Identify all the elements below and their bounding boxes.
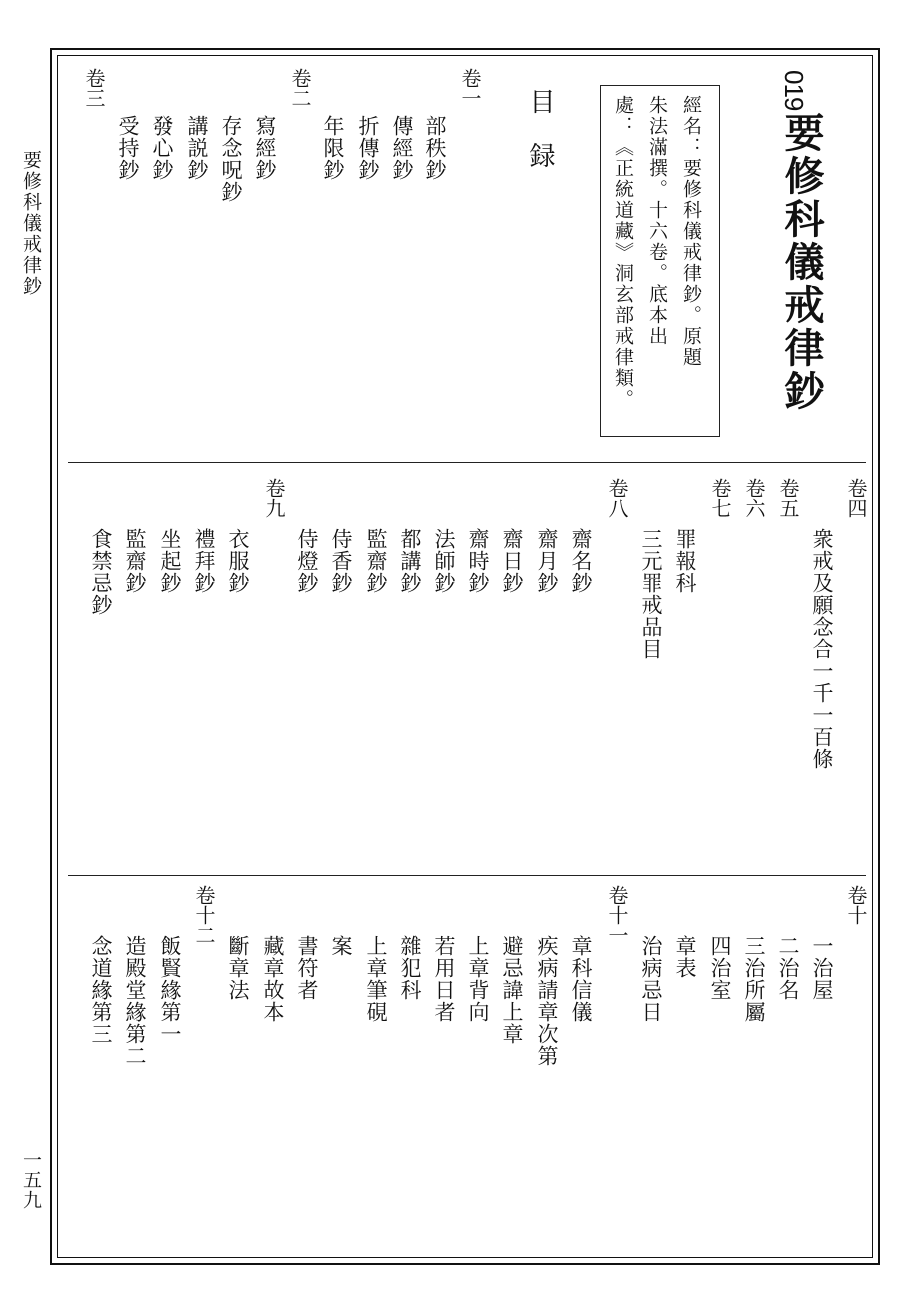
toc-item: 疾病請章次第 — [535, 935, 559, 1067]
toc-item: 藏章故本 — [261, 935, 285, 1023]
toc-heading: 目録 — [525, 88, 555, 196]
inner-frame — [57, 55, 873, 1258]
toc-item: 發心鈔 — [150, 115, 174, 181]
toc-item: 二治名 — [776, 935, 800, 1001]
toc-item: 治病忌日 — [639, 935, 663, 1023]
toc-item: 三元罪戒品目 — [639, 528, 663, 660]
toc-item: 書符者 — [295, 935, 319, 1001]
toc-item: 飯賢緣第一 — [158, 935, 182, 1045]
section-divider-2 — [68, 875, 866, 876]
toc-item: 存念呪鈔 — [219, 115, 243, 203]
toc-item: 年限鈔 — [321, 115, 345, 181]
text-title: 要修科儀戒律鈔 — [778, 112, 824, 413]
toc-item: 四治室 — [708, 935, 732, 1001]
toc-item: 案 — [329, 935, 353, 957]
toc-item: 侍燈鈔 — [295, 528, 319, 594]
toc-item: 章表 — [673, 935, 697, 979]
toc-item: 傳經鈔 — [390, 115, 414, 181]
page-number: 一五九 — [20, 1150, 42, 1210]
toc-item: 罪報科 — [673, 528, 697, 594]
toc-item: 齋時鈔 — [466, 528, 490, 594]
toc-item: 齋月鈔 — [535, 528, 559, 594]
toc-item: 侍香鈔 — [329, 528, 353, 594]
info-line-2: 朱法滿撰。十六卷。底本出 — [646, 95, 668, 347]
juan-label-10: 卷十 — [844, 885, 868, 925]
juan-label-4: 卷四 — [844, 478, 868, 518]
toc-item: 部秩鈔 — [423, 115, 447, 181]
toc-item: 寫經鈔 — [253, 115, 277, 181]
juan-label-7: 卷七 — [708, 478, 732, 518]
toc-item: 折傳鈔 — [356, 115, 380, 181]
toc-item: 避忌諱上章 — [500, 935, 524, 1045]
toc-item: 法師鈔 — [432, 528, 456, 594]
toc-item: 念道緣第三 — [89, 935, 113, 1045]
toc-item: 雜犯科 — [398, 935, 422, 1001]
juan-label-1: 卷一 — [458, 68, 482, 108]
juan-label-11: 卷十一 — [605, 885, 629, 945]
toc-item: 一治屋 — [810, 935, 834, 1001]
toc-item: 造殿堂緣第二 — [123, 935, 147, 1067]
toc-item: 講説鈔 — [185, 115, 209, 181]
toc-item: 上章筆硯 — [364, 935, 388, 1023]
toc-item: 齋日鈔 — [500, 528, 524, 594]
margin-book-title: 要修科儀戒律鈔 — [20, 150, 42, 297]
toc-item: 上章背向 — [466, 935, 490, 1023]
juan-label-6: 卷六 — [742, 478, 766, 518]
juan-label-9: 卷九 — [262, 478, 286, 518]
toc-item: 衆戒及願念合一千一百條 — [810, 528, 834, 770]
section-divider-1 — [68, 462, 866, 463]
juan-label-12: 卷十二 — [192, 885, 216, 945]
info-line-3: 處：《正統道藏》洞玄部戒律類。 — [612, 95, 634, 410]
juan-label-8: 卷八 — [605, 478, 629, 518]
info-line-1: 經名：要修科儀戒律鈔。原題 — [680, 95, 702, 368]
toc-item: 都講鈔 — [398, 528, 422, 594]
toc-item: 坐起鈔 — [158, 528, 182, 594]
toc-item: 受持鈔 — [116, 115, 140, 181]
toc-item: 若用日者 — [432, 935, 456, 1023]
juan-label-2: 卷二 — [288, 68, 312, 108]
toc-item: 禮拜鈔 — [192, 528, 216, 594]
toc-item: 監齋鈔 — [364, 528, 388, 594]
toc-item: 斷章法 — [226, 935, 250, 1001]
toc-item: 食禁忌鈔 — [89, 528, 113, 616]
toc-item: 章科信儀 — [569, 935, 593, 1023]
toc-item: 三治所屬 — [742, 935, 766, 1023]
juan-label-3: 卷三 — [82, 68, 106, 108]
juan-label-5: 卷五 — [776, 478, 800, 518]
toc-item: 齋名鈔 — [569, 528, 593, 594]
text-number: 019 — [779, 70, 809, 111]
toc-item: 衣服鈔 — [226, 528, 250, 594]
toc-item: 監齋鈔 — [123, 528, 147, 594]
